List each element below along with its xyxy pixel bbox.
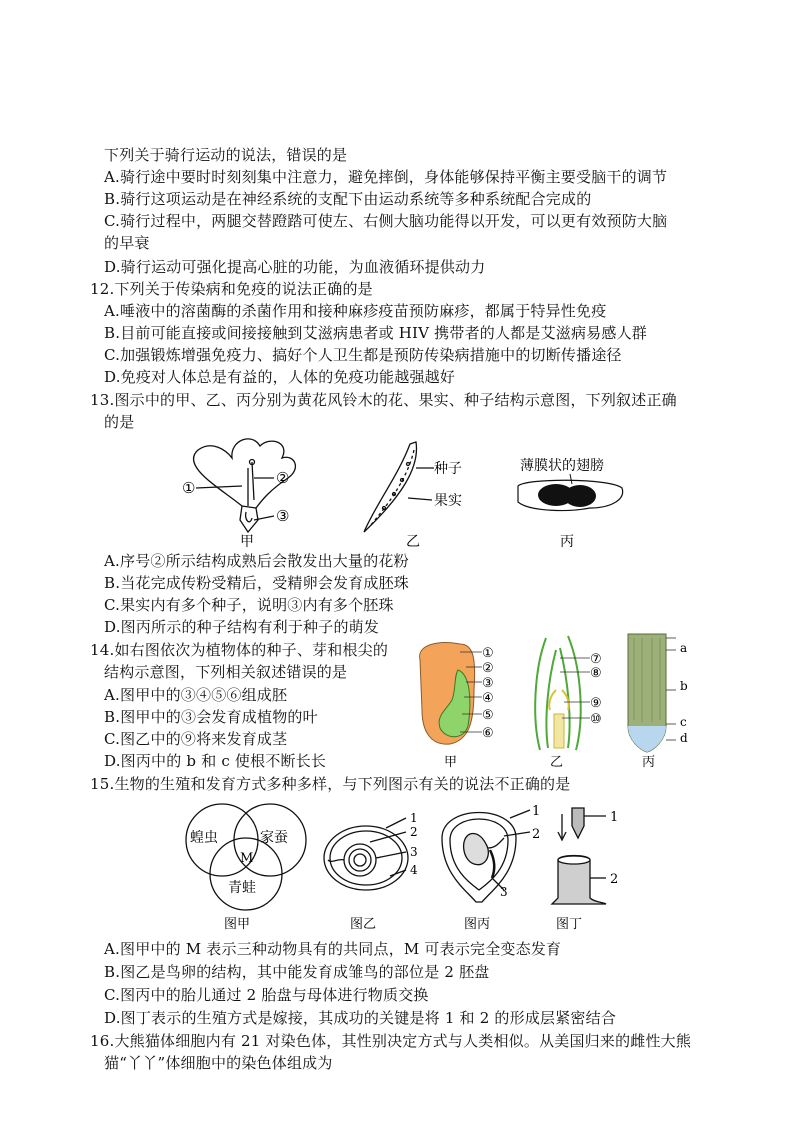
root-label-d: d — [680, 731, 688, 745]
venn-label-m: M — [240, 851, 254, 866]
egg-label-4: 4 — [410, 863, 418, 877]
seed-label-4: ④ — [482, 691, 494, 706]
bud-section-diagram — [535, 636, 580, 750]
q13-figure — [170, 428, 640, 550]
caption-tuyi: 图乙 — [350, 917, 377, 932]
q15-option-b: B.图乙是鸟卵的结构，其中能发育成雏鸟的部位是 2 胚盘 — [104, 963, 490, 981]
q14-option-a: A.图甲中的③④⑤⑥组成胚 — [104, 686, 288, 704]
q14-stem-cont: 结构示意图，下列相关叙述错误的是 — [104, 663, 348, 681]
q11-option-d: D.骑行运动可强化提高心脏的功能，为血液循环提供动力 — [104, 258, 486, 276]
q15-option-a: A.图甲中的 M 表示三种动物具有的共同点，M 可表示完全变态发育 — [104, 940, 562, 958]
root-caption-bing: 丙 — [642, 755, 656, 770]
venn-label-locust: 蝗虫 — [190, 830, 218, 846]
q12-stem: 12.下列关于传染病和免疫的说法正确的是 — [90, 280, 373, 298]
q14-figure — [410, 630, 710, 772]
q14-option-b: B.图甲中的③会发育成植物的叶 — [104, 708, 318, 726]
seed-label-5: ⑤ — [482, 708, 494, 723]
seed-label-1: ① — [482, 646, 494, 661]
venn-label-frog: 青蛙 — [228, 880, 256, 896]
bud-label-7: ⑦ — [590, 652, 602, 667]
grafting-diagram — [552, 808, 606, 904]
fruit-label-seed: 种子 — [434, 461, 462, 477]
graft-label-2: 2 — [610, 872, 619, 887]
bud-caption-yi: 乙 — [550, 755, 564, 770]
q11-option-c: C.骑行过程中，两腿交替蹬踏可使左、右侧大脑功能得以开发，可以更有效预防大脑 — [104, 212, 668, 230]
q12-option-a: A.唾液中的溶菌酶的杀菌作用和接种麻疹疫苗预防麻疹，都属于特异性免疫 — [104, 302, 607, 320]
q13-option-b: B.当花完成传粉受精后，受精卵会发育成胚珠 — [104, 574, 409, 592]
egg-label-2: 2 — [410, 825, 418, 839]
egg-label-1: 1 — [410, 811, 418, 825]
q13-option-c: C.果实内有多个种子，说明③内有多个胚珠 — [104, 596, 394, 614]
q16-stem-cont: 猫“丫丫”体细胞中的染色体组成为 — [104, 1054, 333, 1072]
uterus-label-2: 2 — [532, 827, 541, 842]
q12-option-d: D.免疫对人体总是有益的，人体的免疫功能越强越好 — [104, 368, 456, 386]
q14-option-c: C.图乙中的⑨将来发育成茎 — [104, 730, 288, 748]
graft-label-1: 1 — [610, 810, 619, 825]
q13-stem: 13.图示中的甲、乙、丙分别为黄花风铃木的花、果实、种子结构示意图，下列叙述正确 — [90, 391, 677, 409]
q12-option-b: B.目前可能直接或间接接触到艾滋病患者或 HIV 携带者的人都是艾滋病易感人群 — [104, 324, 647, 342]
caption-yi: 乙 — [406, 534, 420, 550]
q11-stem: 下列关于骑行运动的说法，错误的是 — [104, 146, 348, 164]
seed-label-6: ⑥ — [482, 726, 494, 741]
caption-tubing: 图丙 — [464, 917, 491, 932]
bud-label-9: ⑨ — [590, 696, 602, 711]
q14-stem: 14.如右图依次为植物体的种子、芽和根尖的 — [90, 641, 389, 659]
q13-stem-cont: 的是 — [104, 413, 135, 431]
uterus-label-1: 1 — [532, 804, 541, 819]
root-label-a: a — [680, 641, 688, 655]
fruit-diagram — [364, 442, 434, 532]
q15-figure — [170, 798, 650, 936]
q11-option-b: B.骑行这项运动是在神经系统的支配下由运动系统等多种系统配合完成的 — [104, 190, 592, 208]
q14-option-d: D.图丙中的 b 和 c 使根不断长长 — [104, 752, 327, 770]
bud-label-8: ⑧ — [590, 666, 602, 681]
caption-tujia: 图甲 — [224, 917, 251, 932]
caption-tuding: 图丁 — [556, 917, 583, 932]
root-tip-diagram — [628, 634, 676, 752]
venn-label-silkworm: 家蚕 — [260, 830, 288, 846]
q11-option-a: A.骑行途中要时时刻刻集中注意力，避免摔倒，身体能够保持平衡主要受脑干的调节 — [104, 168, 668, 186]
q13-option-d: D.图丙所示的种子结构有利于种子的萌发 — [104, 618, 380, 636]
seed-label-wing: 薄膜状的翅膀 — [520, 458, 604, 474]
q16-stem: 16.大熊猫体细胞内有 21 对染色体，其性别决定方式与人类相似。从美国归来的雌性大熊 — [90, 1032, 692, 1050]
seed-label-2: ② — [482, 661, 494, 676]
seed-caption-jia: 甲 — [444, 755, 458, 770]
egg-label-3: 3 — [410, 845, 418, 859]
q12-option-c: C.加强锻炼增强免疫力、搞好个人卫生都是预防传染病措施中的切断传播途径 — [104, 346, 622, 364]
uterus-fetus-diagram — [442, 810, 530, 902]
bud-label-10: ⑩ — [590, 712, 602, 727]
caption-bing: 丙 — [560, 534, 574, 550]
uterus-label-3: 3 — [500, 885, 508, 899]
flower-label-3: ③ — [276, 507, 290, 525]
seed-label-3: ③ — [482, 676, 494, 691]
bird-egg-diagram — [324, 818, 408, 890]
root-label-b: b — [680, 679, 688, 693]
root-label-c: c — [680, 715, 687, 729]
q13-option-a: A.序号②所示结构成熟后会散发出大量的花粉 — [104, 552, 409, 570]
q15-stem: 15.生物的生殖和发育方式多种多样，与下列图示有关的说法不正确的是 — [90, 775, 571, 793]
fruit-label-fruit: 果实 — [434, 493, 462, 509]
q11-option-c-cont: 的早衰 — [104, 234, 150, 252]
flower-label-2: ② — [276, 469, 290, 487]
seed-section-diagram — [420, 643, 482, 745]
flower-label-1: ① — [182, 479, 196, 497]
caption-jia: 甲 — [240, 534, 254, 550]
winged-seed-diagram — [518, 474, 623, 510]
q15-option-c: C.图丙中的胎儿通过 2 胎盘与母体进行物质交换 — [104, 986, 429, 1004]
q15-option-d: D.图丁表示的生殖方式是嫁接，其成功的关键是将 1 和 2 的形成层紧密结合 — [104, 1009, 617, 1027]
